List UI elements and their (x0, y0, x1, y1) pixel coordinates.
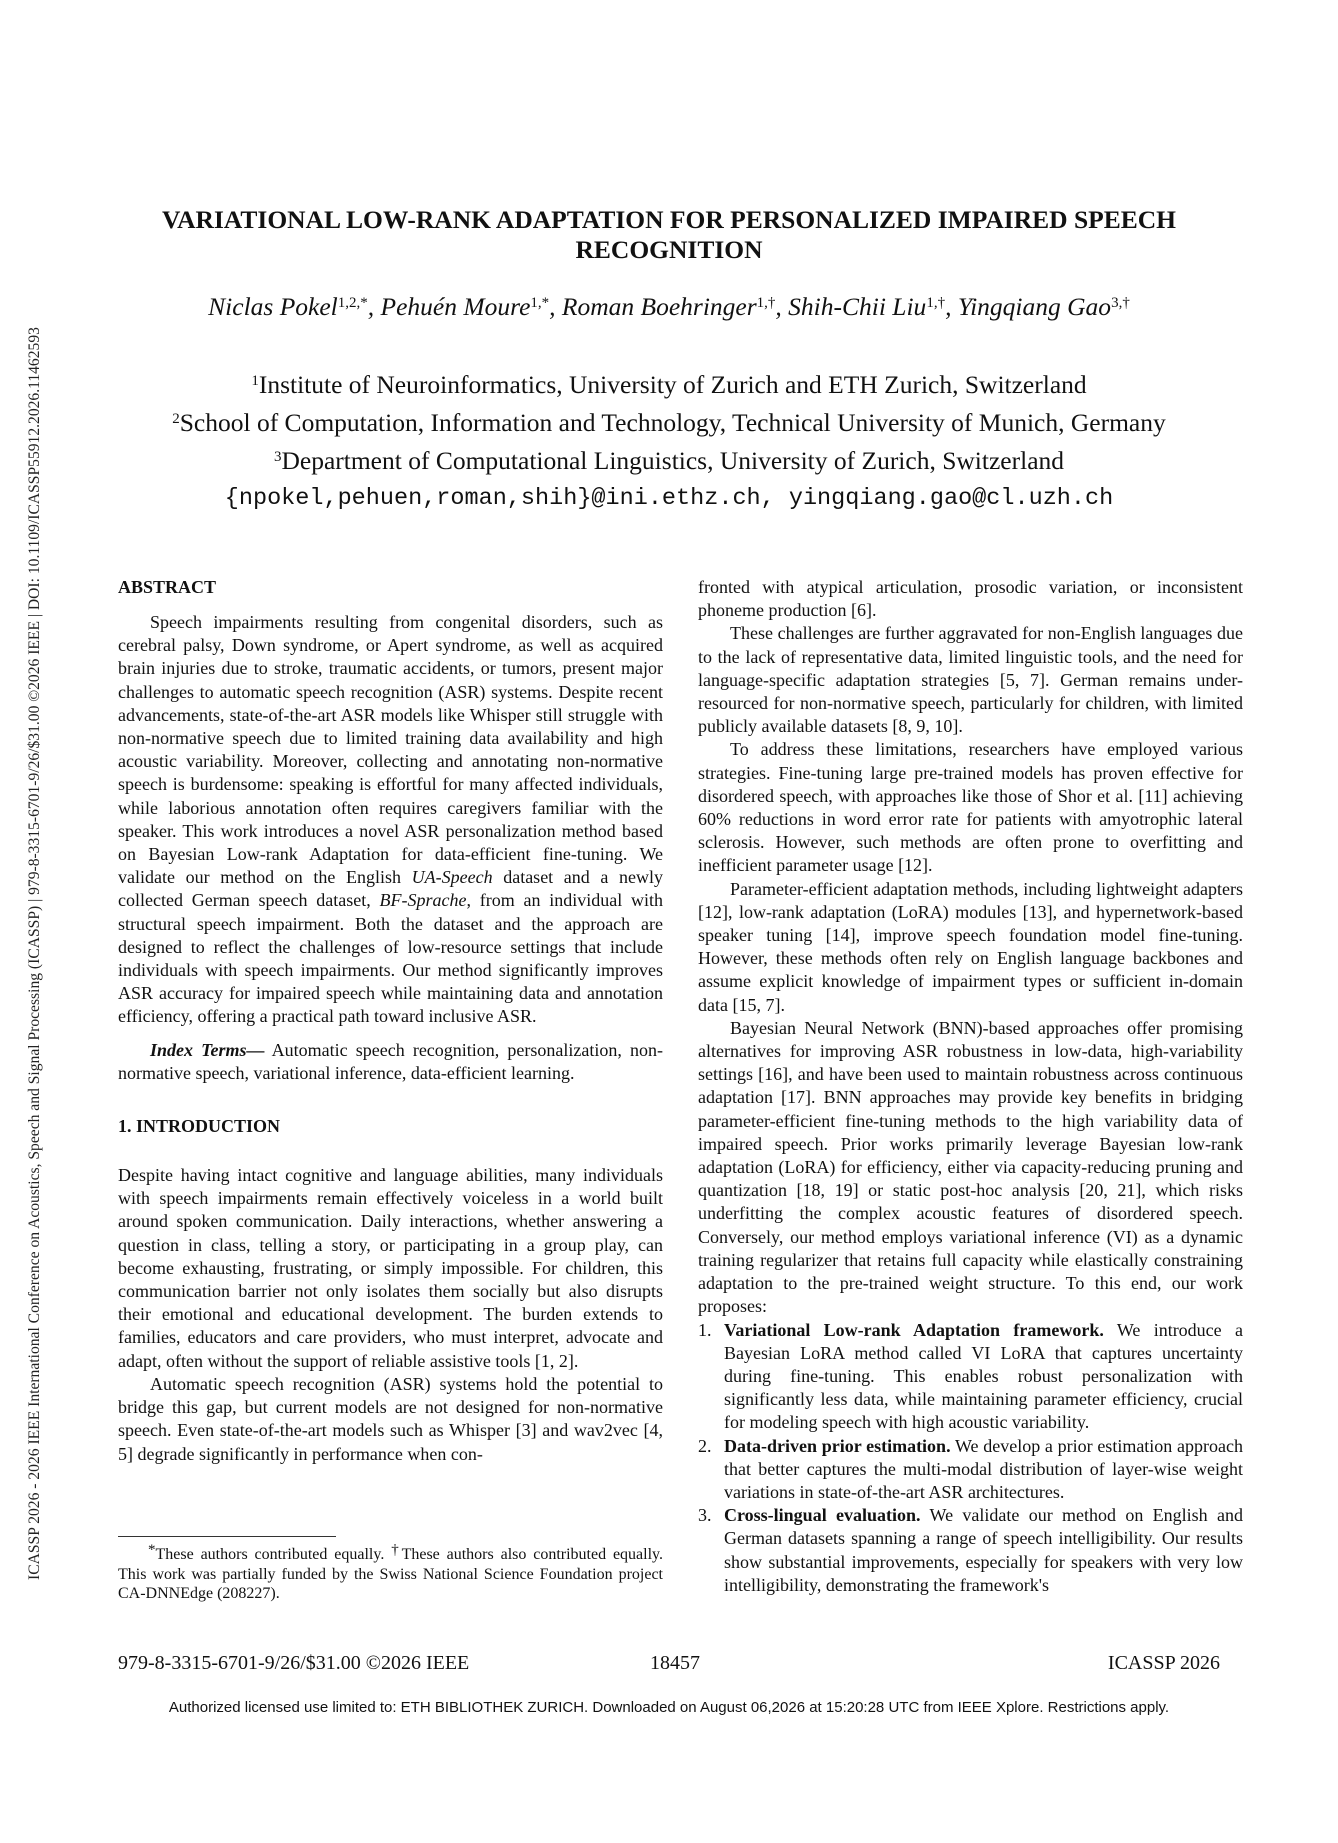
sidebar-doi-text: ICASSP 2026 - 2026 IEEE International Conference on Acoustics, Speech and Signal Processing (ICASSP) | 979-8-3315-6701-9/26/$31.00 ©2026 IEEE | DOI: 10.1109/ICASSP55912.2026.11462593 (26, 327, 43, 1580)
author: Pehuén Moure$^{1,*}$, (380, 292, 562, 321)
affiliation: $^1$Institute of Neuroinformatics, University of Zurich and ETH Zurich, Switzerland (251, 370, 1087, 399)
footnote: *These authors contributed equally. †These authors also contributed equally. This work was partially funded by the Swiss National Science Foundation project CA-DNNEdge (208227). (118, 1542, 664, 1602)
footnote-rule (118, 1536, 336, 1537)
page-number: 18457 (650, 1652, 700, 1674)
affiliation: $^2$School of Computation, Information and Technology, Technical University of Munich, Germany (172, 408, 1166, 437)
index-terms: Index Terms— Automatic speech recognition, personalization, non-normative speech, variational inference, data-efficient learning. (118, 1039, 663, 1083)
intro-paragraph-1: Despite having intact cognitive and language abilities, many individuals with speech impairments remain effectively voiceless in a world built around spoken communication. Daily interactions, whether answering a question in class, telling a story, or participating in a group play, can become exhausting, frustrating, or simply impossible. For children, this communication barrier not only isolates them socially but also disrupts their emotional and educational development. The burden extends to families, educators and care providers, who must interpret, advocate and adapt, often without the support of reliable assistive tools [1, 2]. (118, 1165, 663, 1371)
title-line-1: VARIATIONAL LOW-RANK ADAPTATION FOR PERSONALIZED IMPAIRED SPEECH (162, 205, 1176, 234)
list-item: 2. Data-driven prior estimation. We develop a prior estimation approach that better captures the multi-modal distribution of layer-wise weight variations in state-of-the-art ASR architectures. (698, 1435, 1243, 1502)
affiliations (120, 366, 1218, 480)
list-item: 1. Variational Low-rank Adaptation framework. We introduce a Bayesian LoRA method called VI LoRA that captures uncertainty during fine-tuning. This enables robust personalization with significantly less data, while maintaining parameter efficiency, crucial for modeling speech with high acoustic variability. (698, 1319, 1243, 1433)
abstract-heading: ABSTRACT (118, 577, 217, 597)
abstract-paragraph: Speech impairments resulting from congenital disorders, such as cerebral palsy, Down syndrome, or Apert syndrome, as well as acquired brain injuries due to stroke, traumatic accidents, or tumors, present major challenges to automatic speech recognition (ASR) systems. Despite recent advancements, state-of-the-art ASR models like Whisper still struggle with non-normative speech due to limited training data availability and high acoustic variability. Moreover, collecting and annotating non-normative speech is burdensome: speaking is effortful for many affected individuals, while laborious annotation often requires caregivers familiar with the speaker. This work introduces a novel ASR personalization method based on Bayesian Low-rank Adaptation for data-efficient fine-tuning. We validate our method on the English UA-Speech dataset and a newly collected German speech dataset, BF-Sprache, from an individual with structural speech impairment. Both the dataset and the approach are designed to reflect the challenges of low-resource settings that include individuals with speech impairments. Our method significantly improves ASR accuracy for impaired speech while maintaining data and annotation efficiency, offering a practical path toward inclusive ASR. (118, 612, 663, 1027)
author: Niclas Pokel$^{1,2,*}$, (208, 292, 381, 321)
author-list (120, 290, 1218, 324)
author: Yingqiang Gao$^{3,\dagger}$ (957, 292, 1130, 321)
left-column (118, 576, 663, 1466)
paper-title (120, 205, 1218, 265)
introduction-heading: 1. INTRODUCTION (118, 1116, 281, 1137)
author-emails[interactable]: {npokel,pehuen,roman,shih}@ini.ethz.ch, yingqiang.gao@cl.uzh.ch (224, 485, 1114, 512)
contribution-list (698, 1319, 1243, 1597)
intro-paragraph-2-continued: fronted with atypical articulation, prosodic variation, or inconsistent phoneme production [6]. (698, 577, 1243, 621)
list-item: 3. Cross-lingual evaluation. We validate our method on English and German datasets spanning a range of speech intelligibility. Our results show substantial improvements, especially for speakers with very low intelligibility, demonstrating the framework's (698, 1505, 1243, 1595)
footer-isbn: 979-8-3315-6701-9/26/$31.00 ©2026 IEEE (118, 1652, 470, 1674)
intro-paragraph-4: To address these limitations, researchers have employed various strategies. Fine-tuning large pre-trained models has proven effective for disordered speech, with approaches like those of Shor et al. [11] achieving 60% reductions in word error rate for patients with amyotrophic lateral sclerosis. However, such methods are often prone to overfitting and inefficient parameter usage [12]. (698, 739, 1243, 876)
footer-conference: ICASSP 2026 (1107, 1652, 1220, 1674)
license-notice: Authorized licensed use limited to: ETH BIBLIOTHEK ZURICH. Downloaded on August 06,2026 at 15:20:28 UTC from IEEE Xplore. Restrictions apply. (168, 1699, 1170, 1716)
affiliation: $^3$Department of Computational Linguistics, University of Zurich, Switzerland (273, 446, 1065, 475)
title-line-2: RECOGNITION (575, 235, 763, 264)
author: Shih-Chii Liu$^{1,\dagger}$, (788, 292, 958, 321)
author: Roman Boehringer$^{1,\dagger}$, (561, 292, 789, 321)
intro-paragraph-6: Bayesian Neural Network (BNN)-based approaches offer promising alternatives for improving ASR robustness in low-data, high-variability settings [16], and have been used to maintain robustness across continuous adaptation [17]. BNN approaches may provide key benefits in bridging parameter-efficient fine-tuning methods to the high variability data of impaired speech. Prior works primarily leverage Bayesian low-rank adaptation (LoRA) for efficiency, either via capacity-reducing pruning and quantization [18, 19] or static post-hoc analysis [20, 21], which risks underfitting the complex acoustic features of disordered speech. Conversely, our method employs variational inference (VI) as a dynamic training regularizer that retains full capacity while elastically constraining adaptation to the pre-trained weight structure. To this end, our work proposes: (698, 1017, 1243, 1317)
intro-paragraph-2: Automatic speech recognition (ASR) systems hold the potential to bridge this gap, but current models are not designed for non-normative speech. Even state-of-the-art models such as Whisper [3] and wav2vec [4, 5] degrade significantly in performance when con- (118, 1373, 663, 1464)
right-column (698, 576, 1243, 1597)
intro-paragraph-5: Parameter-efficient adaptation methods, including lightweight adapters [12], low-rank adaptation (LoRA) modules [13], and hypernetwork-based speaker tuning [14], improve speech foundation model fine-tuning. However, these methods often rely on English language backbones and assume explicit knowledge of impairment types or sufficient in-domain data [15, 7]. (698, 878, 1243, 1015)
intro-paragraph-3: These challenges are further aggravated for non-English languages due to the lack of representative data, limited linguistic tools, and the need for language-specific adaptation strategies [5, 7]. German remains under-resourced for non-normative speech, particularly for children, with limited publicly available datasets [8, 9, 10]. (698, 623, 1243, 737)
